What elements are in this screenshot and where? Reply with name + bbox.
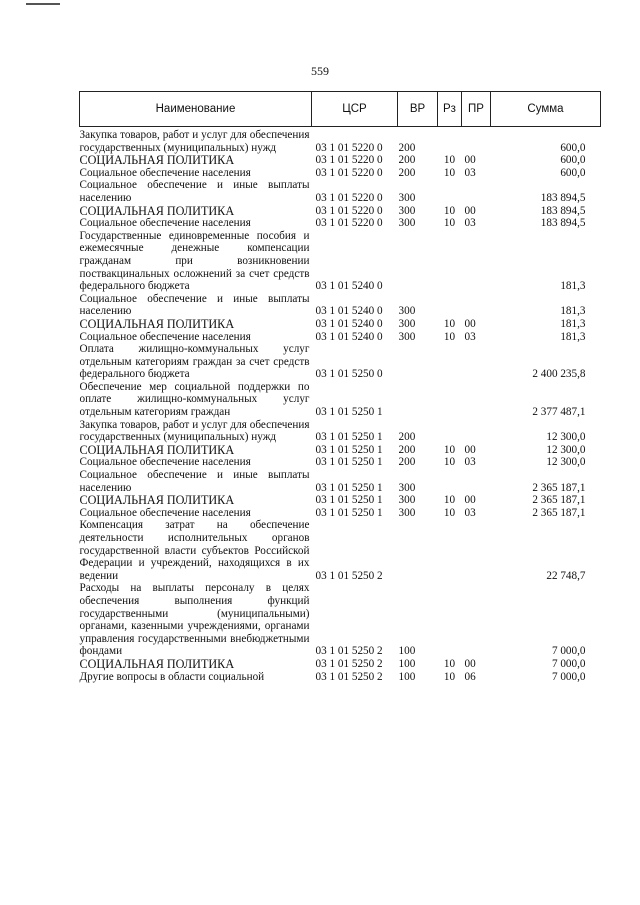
row-name: Государственные единовременные пособия и ежемесячные денежные компенсации гражданам при возникновении поствакцинальных осложнений за счет средств федерального бюджета: [79, 229, 310, 293]
row-csr: 03 1 01 5240 0: [315, 280, 383, 293]
row-name: СОЦИАЛЬНАЯ ПОЛИТИКА: [79, 316, 235, 331]
row-sum: 181,3: [560, 305, 586, 318]
row-name: Социальное обеспечение и иные выплаты населению: [79, 179, 310, 204]
table-row: [80, 343, 601, 381]
row-pr: 03: [464, 217, 476, 230]
row-sum: 7 000,0: [551, 670, 586, 683]
row-name: СОЦИАЛЬНАЯ ПОЛИТИКА: [79, 153, 235, 168]
row-vr: 200: [398, 154, 416, 167]
table-row: [80, 507, 601, 520]
row-name: Социальное обеспечение населения: [79, 506, 251, 519]
row-rz: 10: [443, 154, 456, 167]
row-name: Закупка товаров, работ и услуг для обеспечения государственных (муниципальных) нужд: [79, 418, 310, 444]
row-csr: 03 1 01 5250 0: [315, 368, 383, 381]
table-row: [80, 419, 601, 444]
row-csr: 03 1 01 5220 0: [315, 141, 383, 154]
header-name: Наименование: [80, 92, 312, 127]
row-rz: 10: [443, 217, 456, 230]
row-sum: 12 300,0: [546, 443, 586, 456]
row-rz: 10: [443, 317, 456, 330]
row-csr: 03 1 01 5250 1: [315, 506, 383, 519]
row-sum: 7 000,0: [551, 645, 586, 658]
row-vr: [398, 519, 438, 582]
row-name: Социальное обеспечение населения: [79, 217, 251, 230]
row-csr: 03 1 01 5250 1: [315, 456, 383, 469]
row-pr: 00: [464, 443, 476, 456]
row-name: СОЦИАЛЬНАЯ ПОЛИТИКА: [79, 493, 235, 508]
row-vr: 300: [398, 481, 416, 494]
header-sum: Сумма: [491, 92, 601, 127]
row-rz: [438, 127, 462, 155]
row-sum: 600,0: [560, 154, 586, 167]
row-pr: [462, 179, 491, 204]
row-vr: 300: [398, 330, 416, 343]
row-name: СОЦИАЛЬНАЯ ПОЛИТИКА: [79, 656, 235, 671]
row-name: СОЦИАЛЬНАЯ ПОЛИТИКА: [79, 203, 235, 218]
row-vr: 100: [398, 670, 416, 683]
budget-table: [79, 91, 601, 683]
row-name: Обеспечение мер социальной поддержки по оплате жилищно-коммунальных услуг отдельным категориям граждан: [79, 380, 310, 419]
row-sum: 181,3: [560, 330, 586, 343]
row-pr: 03: [464, 456, 476, 469]
table-row: [80, 671, 601, 684]
table-row: [80, 582, 601, 658]
row-csr: 03 1 01 5250 2: [315, 670, 383, 683]
row-vr: 300: [398, 217, 416, 230]
row-sum: 183 894,5: [540, 217, 586, 230]
row-sum: 183 894,5: [540, 191, 586, 204]
row-rz: [438, 419, 462, 444]
header-csr: ЦСР: [312, 92, 398, 127]
row-csr: 03 1 01 5250 1: [315, 443, 383, 456]
row-rz: 10: [443, 456, 456, 469]
row-sum: 12 300,0: [546, 431, 586, 444]
row-rz: 10: [443, 506, 456, 519]
row-rz: 10: [443, 443, 456, 456]
table-row: [80, 179, 601, 204]
row-rz: 10: [443, 330, 456, 343]
row-pr: [462, 469, 491, 494]
table-row: [80, 217, 601, 230]
row-rz: [438, 469, 462, 494]
row-name: Оплата жилищно-коммунальных услуг отдельным категориям граждан за счет средств федерального бюджета: [79, 343, 310, 381]
row-sum: 181,3: [560, 317, 586, 330]
row-name: Социальное обеспечение населения: [79, 456, 251, 469]
row-name: Расходы на выплаты персоналу в целях обеспечения выполнения функций государственными (муниципальными) органами, казенными учреждениями, органами управления государственными внебюджетными фондами: [79, 582, 310, 658]
row-sum: 2 365 187,1: [532, 506, 586, 519]
row-csr: 03 1 01 5240 0: [315, 330, 383, 343]
table-row: [80, 444, 601, 457]
row-pr: [462, 582, 491, 658]
row-sum: 2 377 487,1: [532, 406, 586, 419]
table-row: [80, 127, 601, 155]
row-csr: 03 1 01 5250 1: [315, 481, 383, 494]
table-row: [80, 167, 601, 180]
row-csr: 03 1 01 5220 0: [315, 191, 383, 204]
row-name: Социальное обеспечение населения: [79, 166, 251, 179]
row-vr: 100: [398, 645, 416, 658]
row-sum: 2 365 187,1: [532, 494, 586, 507]
row-vr: 300: [398, 191, 416, 204]
row-rz: [438, 230, 462, 293]
row-vr: 300: [398, 494, 416, 507]
row-rz: [438, 343, 462, 381]
table-row: [80, 519, 601, 582]
row-sum: 7 000,0: [551, 657, 586, 670]
row-rz: [438, 293, 462, 318]
row-rz: 10: [443, 670, 456, 683]
row-csr: 03 1 01 5220 0: [315, 166, 383, 179]
row-pr: [462, 293, 491, 318]
row-pr: 03: [464, 166, 476, 179]
table-row: [80, 469, 601, 494]
row-rz: [438, 179, 462, 204]
row-name: Компенсация затрат на обеспечение деятельности исполнительных органов государственной власти субъектов Российской Федерации и учреждений, находящихся в их ведении: [79, 519, 310, 582]
header-pr: ПР: [462, 92, 491, 127]
row-sum: 2 400 235,8: [532, 368, 586, 381]
row-pr: [462, 519, 491, 582]
row-pr: 00: [464, 204, 476, 217]
row-csr: 03 1 01 5250 1: [315, 431, 383, 444]
row-sum: 600,0: [560, 141, 586, 154]
table-row: [80, 658, 601, 671]
row-rz: 10: [443, 657, 456, 670]
row-vr: 200: [398, 443, 416, 456]
row-csr: 03 1 01 5240 0: [315, 305, 383, 318]
row-csr: 03 1 01 5220 0: [315, 217, 383, 230]
row-csr: 03 1 01 5250 2: [315, 645, 383, 658]
table-row: [80, 331, 601, 344]
row-vr: 300: [398, 204, 416, 217]
row-vr: [398, 230, 438, 293]
table-row: [80, 318, 601, 331]
row-sum: 181,3: [560, 280, 586, 293]
table-row: [80, 230, 601, 293]
row-pr: 00: [464, 317, 476, 330]
table-row: [80, 381, 601, 419]
table-row: [80, 494, 601, 507]
row-vr: 200: [398, 431, 416, 444]
row-sum: 12 300,0: [546, 456, 586, 469]
row-csr: 03 1 01 5250 2: [315, 569, 383, 582]
row-sum: 22 748,7: [546, 569, 586, 582]
table-row: [80, 456, 601, 469]
row-pr: 00: [464, 494, 476, 507]
row-rz: 10: [443, 204, 456, 217]
row-pr: 03: [464, 330, 476, 343]
table-row: [80, 154, 601, 167]
row-csr: 03 1 01 5220 0: [315, 204, 383, 217]
row-vr: 200: [398, 166, 416, 179]
row-pr: [462, 127, 491, 155]
row-pr: [462, 230, 491, 293]
row-rz: 10: [443, 494, 456, 507]
row-csr: 03 1 01 5250 1: [315, 494, 383, 507]
row-sum: 600,0: [560, 166, 586, 179]
row-pr: 00: [464, 154, 476, 167]
row-rz: [438, 381, 462, 419]
row-pr: 06: [464, 670, 476, 683]
row-vr: 200: [398, 141, 416, 154]
page-number: 559: [311, 64, 329, 78]
row-csr: 03 1 01 5250 2: [315, 657, 383, 670]
row-rz: [438, 582, 462, 658]
row-name: Другие вопросы в области социальной: [79, 670, 265, 683]
row-pr: [462, 343, 491, 381]
row-csr: 03 1 01 5250 1: [315, 406, 383, 419]
row-pr: 03: [464, 506, 476, 519]
table-row: [80, 205, 601, 218]
row-vr: [398, 343, 438, 381]
row-vr: [398, 381, 438, 419]
header-vr: ВР: [398, 92, 438, 127]
row-rz: [438, 519, 462, 582]
row-name: Социальное обеспечение и иные выплаты населению: [79, 469, 310, 494]
top-scan-mark: [26, 3, 60, 5]
row-pr: 00: [464, 657, 476, 670]
row-vr: 300: [398, 305, 416, 318]
row-vr: 300: [398, 317, 416, 330]
row-sum: 2 365 187,1: [532, 481, 586, 494]
row-name: Социальное обеспечение населения: [79, 330, 251, 343]
row-csr: 03 1 01 5220 0: [315, 154, 383, 167]
header-rz: Рз: [438, 92, 462, 127]
row-name: Социальное обеспечение и иные выплаты населению: [79, 292, 310, 318]
row-vr: 200: [398, 456, 416, 469]
row-sum: 183 894,5: [540, 204, 586, 217]
row-name: СОЦИАЛЬНАЯ ПОЛИТИКА: [79, 442, 235, 457]
row-name: Закупка товаров, работ и услуг для обеспечения государственных (муниципальных) нужд: [79, 129, 310, 154]
header-row: [80, 92, 601, 127]
row-csr: 03 1 01 5240 0: [315, 317, 383, 330]
table-row: [80, 293, 601, 318]
row-rz: 10: [443, 166, 456, 179]
row-pr: [462, 381, 491, 419]
row-vr: 100: [398, 657, 416, 670]
row-vr: 300: [398, 506, 416, 519]
row-pr: [462, 419, 491, 444]
